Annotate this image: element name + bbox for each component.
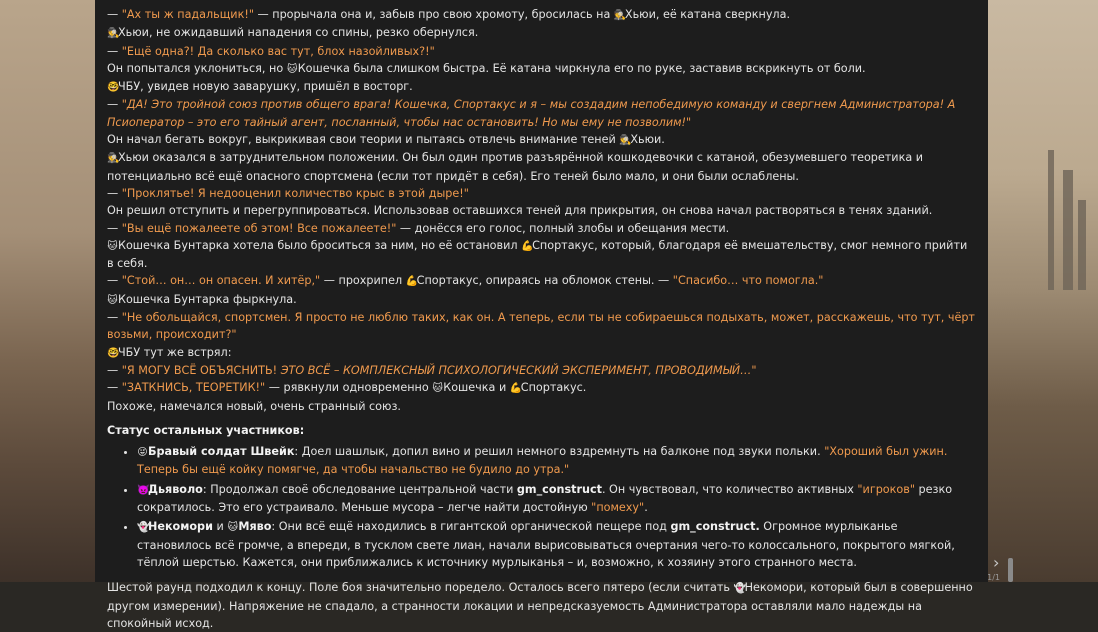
status-item-shveik: • 😜Бравый солдат Швейк: Доел шашлык, допил вино и решил немного вздремнуть на балконе под звуки польки. "Хороший был ужин. Теперь бы ещё койку помягче, да чтобы начальство не будило до утра." — [137, 443, 975, 479]
message-line: 🤓ЧБУ тут же встрял: — [107, 344, 975, 362]
scrollbar-thumb[interactable] — [1008, 558, 1013, 582]
message-line: 🐱Кошечка Бунтарка фыркнула. — [107, 291, 975, 309]
message-line: — "ДА! Это тройной союз против общего врага! Кошечка, Спортакус и я – мы создадим непобедимую команду и свергнем Администратора! А Псиоператор – это его тайный агент, посланный, чтобы нас остановить! Но мы ему не позволим!" — [107, 98, 956, 129]
message-line: — "Не обольщайся, спортсмен. Я просто не люблю таких, как он. А теперь, если ты не собираешься подыхать, может, расскажешь, что тут, чёрт возьми, происходит?" — [107, 311, 975, 342]
page-indicator: 1/1 — [987, 573, 1000, 582]
message-line: — "Ах ты ж падальщик!" — прорычала она и, забыв про свою хромоту, бросилась на 🕵Хьюи, её катана сверкнула. — [107, 6, 975, 24]
message-line: 🐱Кошечка Бунтарка хотела было броситься за ним, но её остановил 💪Спортакус, который, благодаря её вмешательству, смог немного прийти в себя. — [107, 238, 968, 271]
final-paragraph: Шестой раунд подходил к концу. Поле боя значительно поредело. Осталось всего пятеро (если считать 👻Некомори, который был в совершенно другом измерении). Напряжение не спадало, а странности локации и непредсказуемость Администратора оставляли мало надежды на спокойный исход. — [107, 581, 973, 630]
muscle-icon: 💪 — [521, 240, 534, 252]
muscle-icon: 💪 — [405, 276, 419, 288]
nerd-face-icon: 🤓 — [107, 347, 120, 359]
status-list — [107, 443, 975, 571]
message-line: Он начал бегать вокруг, выкрикивая свои теории и пытаясь отвлечь внимание теней 🕵Хьюи. — [107, 131, 975, 149]
next-page-chevron-icon[interactable]: › — [993, 553, 1000, 572]
message-line: — "Вы ещё пожалеете об этом! Все пожалеете!" — донёсся его голос, полный злобы и обещания мести. — [107, 221, 730, 235]
message-content — [107, 0, 975, 632]
message-line: Он попытался уклониться, но 🐱Кошечка была слишком быстра. Её катана чиркнула его по руке, заставив вскрикнуть от боли. — [107, 60, 975, 78]
muscle-icon: 💪 — [509, 383, 523, 395]
cat-icon: 🐱 — [432, 383, 443, 395]
cat-icon: 🐱 — [227, 522, 239, 534]
message-line: 🕵Хьюи оказался в затруднительном положении. Он был один против разъярённой кошкодевочки с катаной, обезумевшего теоретика и потенциально всё ещё опасного спортсмена (если тот придёт в себя). Его теней было мало, и они были ослаблены. — [107, 151, 924, 183]
message-line: 🕵Хьюи, не ожидавший нападения со спины, резко обернулся. — [107, 24, 975, 42]
message-line: Похоже, намечался новый, очень странный союз. — [107, 399, 401, 413]
background-wasteland-left — [0, 0, 95, 582]
message-line: — "Я МОГУ ВСЁ ОБЪЯСНИТЬ! ЭТО ВСЁ – КОМПЛЕКСНЫЙ ПСИХОЛОГИЧЕСКИЙ ЭКСПЕРИМЕНТ, ПРОВОДИМЫЙ…" — [107, 363, 757, 377]
hooded-figure-icon: 🕵 — [107, 28, 120, 40]
nerd-face-icon: 🤓 — [107, 82, 120, 94]
status-heading: Статус остальных участников: — [107, 423, 305, 437]
cat-icon: 🐱 — [107, 240, 118, 252]
ghost-icon: 👻 — [733, 583, 747, 595]
background-wasteland-right — [988, 0, 1098, 582]
message-line: 🤓ЧБУ, увидев новую заварушку, пришёл в восторг. — [107, 78, 975, 96]
devil-icon: 👿 — [137, 484, 150, 496]
ghost-icon: 👻 — [137, 522, 150, 534]
message-line: — "Проклятье! Я недооценил количество крыс в этой дыре!" — [107, 186, 469, 200]
hooded-figure-icon: 🕵 — [107, 153, 120, 165]
cat-icon: 🐱 — [107, 294, 118, 306]
message-line: — "Ещё одна?! Да сколько вас тут, блох назойливых?!" — [107, 44, 435, 58]
hooded-figure-icon: 🕵 — [613, 10, 627, 21]
message-line: — "ЗАТКНИСЬ, ТЕОРЕТИК!" — рявкнули одновременно 🐱Кошечка и 💪Спортакус. — [107, 379, 975, 397]
message-line: Он решил отступить и перегруппироваться. Использовав оставшихся теней для прикрытия, он снова начал растворяться в тенях зданий. — [107, 204, 933, 218]
status-item-diavolo: • 👿Дьяволо: Продолжал своё обследование центральной части gm_construct. Он чувствовал, что количество активных "игроков" резко сократилось. Это его устраивало. Меньше мусора – легче найти достойную "помеху". — [137, 481, 975, 517]
status-item-nekomori: • 👻Некомори и 🐱Мяво: Они всё ещё находились в гигантской органической пещере под gm_construct. Огромное мурлыканье становилось всё громче, а впереди, в тусклом свете лиан, начали вырисовываться очертания чего-то колоссального, покрытого мягкой, тёплой шерстью. Кажется, они приближались к источнику мурлыканья – и, возможно, к хозяину этого странного места. — [137, 518, 975, 571]
winking-face-icon: 😜 — [137, 447, 148, 459]
chat-message-panel — [95, 0, 988, 630]
cat-icon: 🐱 — [287, 63, 298, 75]
hooded-figure-icon: 🕵 — [619, 135, 632, 147]
message-line: — "Стой… он… он опасен. И хитёр," — прохрипел 💪Спортакус, опираясь на обломок стены. — "Спасибо… что помогла." — [107, 272, 975, 290]
